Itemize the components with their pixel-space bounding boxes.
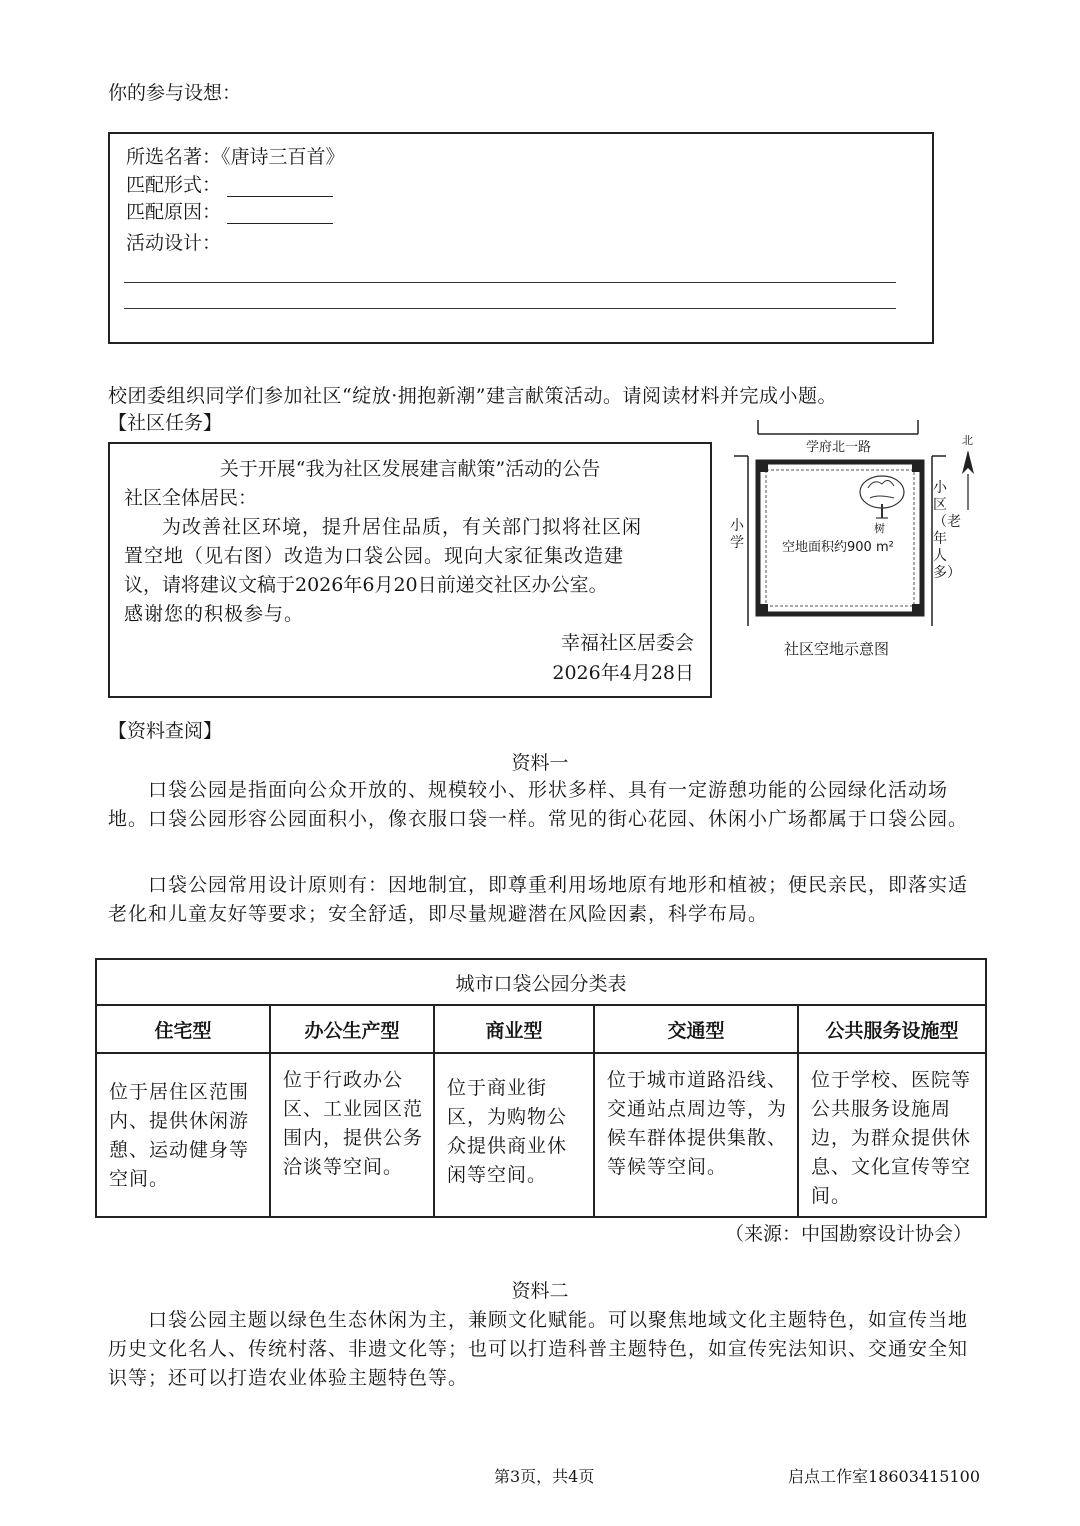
match-reason-row bbox=[126, 201, 333, 224]
notice-body-line-2: 置空地（见右图）改造为口袋公园。现向大家征集改造建 bbox=[124, 545, 625, 567]
tree-icon bbox=[860, 476, 904, 518]
activity-line-2[interactable] bbox=[124, 308, 896, 309]
table-cell-commercial: 位于商业街区，为购物公众提供商业休闲等空间。 bbox=[434, 1053, 594, 1217]
match-reason-label: 匹配原因： bbox=[126, 201, 222, 223]
material-1-paragraph-2: 口袋公园常用设计原则有：因地制宜，即尊重利用场地原有地形和植被；便民亲民，即落实适老化和儿童友好等要求；安全舒适，即尽量规避潜在风险因素，科学布局。 bbox=[108, 874, 969, 925]
map-left-label: 小学 bbox=[730, 518, 744, 551]
notice-date: 2026年4月28日 bbox=[552, 662, 694, 684]
material-2-title: 资料二 bbox=[511, 1280, 569, 1302]
match-form-blank[interactable] bbox=[227, 176, 333, 197]
idea-form-box bbox=[108, 132, 934, 344]
match-form-row bbox=[126, 174, 333, 197]
north-arrow-icon bbox=[962, 450, 974, 510]
task-heading: 【社区任务】 bbox=[108, 412, 223, 434]
studio-contact: 启点工作室18603415100 bbox=[788, 1467, 980, 1486]
activity-label: 活动设计： bbox=[126, 232, 222, 254]
map-caption: 社区空地示意图 bbox=[784, 640, 890, 658]
table-header-residential: 住宅型 bbox=[96, 1005, 270, 1053]
materials-heading: 【资料查阅】 bbox=[108, 720, 223, 742]
match-reason-blank[interactable] bbox=[227, 203, 333, 224]
map-top-road-label: 学府北一路 bbox=[806, 440, 872, 455]
book-row bbox=[126, 146, 345, 169]
notice-signer: 幸福社区居委会 bbox=[560, 632, 694, 654]
notice-body-line-1: 为改善社区环境，提升居住品质，有关部门拟将社区闲 bbox=[162, 516, 643, 538]
material-1-paragraph-1: 口袋公园是指面向公众开放的、规模较小、形状多样、具有一定游憩功能的公园绿化活动场地。口袋公园形容公园面积小，像衣服口袋一样。常见的街心花园、休闲小广场都属于口袋公园。 bbox=[108, 779, 969, 830]
table-header-office: 办公生产型 bbox=[270, 1005, 434, 1053]
page-number: 第3页，共4页 bbox=[494, 1467, 595, 1486]
table-cell-office: 位于行政办公区、工业园区范围内，提供公务洽谈等空间。 bbox=[270, 1053, 434, 1217]
table-source: （来源：中国勘察设计协会） bbox=[724, 1223, 972, 1245]
map-right-label: 小区（老年人多） bbox=[933, 480, 961, 581]
book-label: 所选名著： bbox=[126, 146, 222, 168]
participation-intro: 你的参与设想： bbox=[108, 82, 242, 104]
notice-salutation: 社区全体居民： bbox=[124, 487, 258, 509]
table-title: 城市口袋公园分类表 bbox=[96, 959, 986, 1005]
table-header-transport: 交通型 bbox=[594, 1005, 798, 1053]
material-2-paragraph: 口袋公园主题以绿色生态休闲为主，兼顾文化赋能。可以聚焦地域文化主题特色，如宣传当地历史文化名人、传统村落、非遗文化等；也可以打造科普主题特色，如宣传宪法知识、交通安全知识等；还可以打造农业体验主题特色等。 bbox=[108, 1309, 969, 1389]
notice-box bbox=[108, 442, 712, 698]
table-cell-public-service: 位于学校、医院等公共服务设施周边，为群众提供休息、文化宣传等空间。 bbox=[798, 1053, 986, 1217]
map-area-label: 空地面积约900 m² bbox=[782, 540, 894, 555]
book-value: 《唐诗三百首》 bbox=[221, 146, 345, 168]
notice-body-line-3: 议，请将建议文稿于2026年6月20日前递交社区办公室。 bbox=[124, 574, 608, 596]
notice-body-line-4: 感谢您的积极参与。 bbox=[124, 603, 305, 625]
activity-intro: 校团委组织同学们参加社区“绽放·拥抱新潮”建言献策活动。请阅读材料并完成小题。 bbox=[108, 385, 837, 407]
map-north-label: 北 bbox=[962, 434, 973, 447]
table-header-public-service: 公共服务设施型 bbox=[798, 1005, 986, 1053]
table-cell-transport: 位于城市道路沿线、交通站点周边等，为候车群体提供集散、等候等空间。 bbox=[594, 1053, 798, 1217]
table-header-commercial: 商业型 bbox=[434, 1005, 594, 1053]
community-map bbox=[728, 414, 988, 664]
notice-title: 关于开展“我为社区发展建言献策”活动的公告 bbox=[219, 458, 601, 480]
activity-line-1[interactable] bbox=[124, 282, 896, 283]
map-tree-label: 树 bbox=[874, 522, 885, 535]
park-classification-table bbox=[95, 958, 987, 1218]
table-cell-residential: 位于居住区范围内、提供休闲游憩、运动健身等空间。 bbox=[96, 1053, 270, 1217]
material-1-title: 资料一 bbox=[511, 752, 569, 774]
match-form-label: 匹配形式： bbox=[126, 174, 222, 196]
